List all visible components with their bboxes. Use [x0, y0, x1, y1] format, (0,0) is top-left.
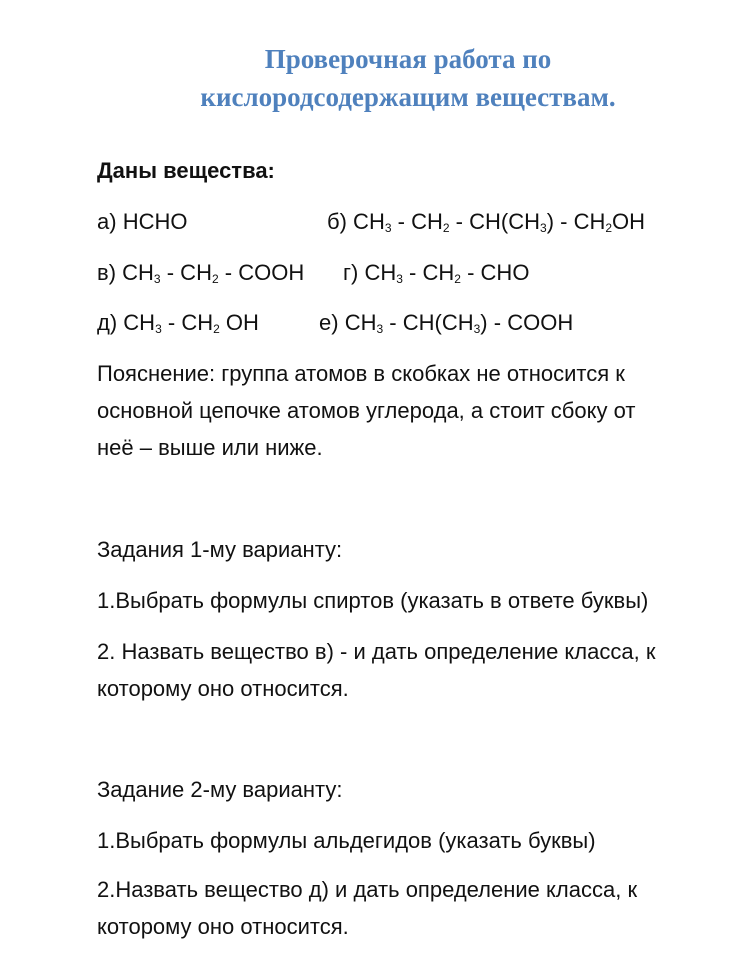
chemical-formula: $CH_3 - CH_2$ - CHO [364, 260, 530, 286]
variant-2-task-2-line-2: которому оно относится. [97, 914, 349, 939]
variant-2-task-1: 1.Выбрать формулы альдегидов (указать буквы) [97, 828, 596, 853]
explanation-line-2: основной цепочке атомов углерода, а стоит сбоку от [97, 398, 636, 423]
substance-letter: б) [327, 209, 354, 234]
page-title [0, 40, 750, 116]
chemical-formula: $CH_3 - CH(CH_3)$ - COOH [344, 310, 574, 336]
chemical-formula: HCHO [122, 209, 188, 234]
substance-letter: г) [343, 260, 365, 285]
explanation-line-1: Пояснение: группа атомов в скобках не относится к [97, 361, 625, 386]
substance-a [97, 203, 187, 240]
title-line-2: кислородсодержащим веществам. [200, 82, 616, 112]
substance-letter: д) [97, 310, 124, 335]
substance-letter: а) [97, 209, 123, 234]
chemical-formula: $CH_3 - CH_2$ - COOH [122, 260, 305, 286]
variant-1-task-2-line-2: которому оно относится. [97, 676, 349, 701]
variant-1-task-1: 1.Выбрать формулы спиртов (указать в ответе буквы) [97, 588, 649, 613]
substance-v [97, 254, 304, 291]
variant-2-heading: Задание 2-му варианту: [97, 777, 343, 802]
substance-d [97, 304, 259, 341]
given-label: Даны вещества: [97, 158, 275, 183]
title-line-1: Проверочная работа по [264, 44, 552, 74]
chemical-formula: $CH_3 - CH_2 - CH(CH_3) - CH_2OH$ [353, 209, 646, 235]
variant-1-task-2-line-1: 2. Назвать вещество в) - и дать определение класса, к [97, 639, 656, 664]
variant-1-heading: Задания 1-му варианту: [97, 537, 343, 562]
substance-g [343, 254, 529, 291]
chemical-formula: $CH_3 - CH_2$ OH [123, 310, 259, 336]
explanation-line-3: неё – выше или ниже. [97, 435, 323, 460]
substance-letter: е) [319, 310, 345, 335]
variant-2-task-2-line-1: 2.Назвать вещество д) и дать определение класса, к [97, 877, 638, 902]
substance-e [319, 304, 573, 341]
substance-b [327, 203, 645, 240]
substance-letter: в) [97, 260, 123, 285]
